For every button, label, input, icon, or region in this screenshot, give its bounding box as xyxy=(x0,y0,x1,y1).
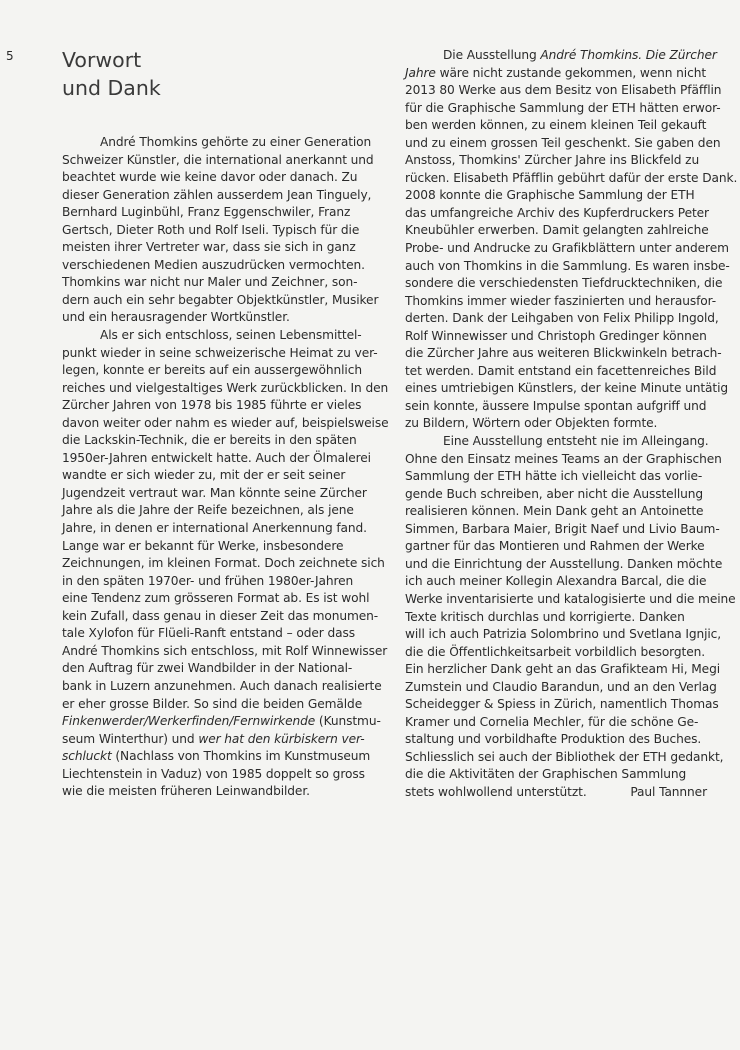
right-paragraphs xyxy=(405,82,738,801)
left-paragraphs xyxy=(62,134,389,713)
right-text-column xyxy=(405,47,738,802)
text-line: und die Einrichtung der Ausstellung. Danken möchte xyxy=(405,556,723,571)
author-signature: Paul Tannner xyxy=(630,784,707,799)
text-line: staltung und vorbildhafte Produktion des Buches. xyxy=(405,732,702,747)
text-line: ich auch meiner Kollegin Alexandra Barcal, die die xyxy=(405,574,707,589)
text-line: Schliesslich sei auch der Bibliothek der ETH gedankt, xyxy=(405,749,724,764)
text-line: Als er sich entschloss, seinen Lebensmittel- xyxy=(100,328,362,343)
title-line-2: und Dank xyxy=(62,76,161,100)
text-line: zu Bildern, Wörtern oder Objekten formte. xyxy=(405,416,658,431)
text-line: wandte er sich wieder zu, mit der er seit seiner xyxy=(62,468,346,483)
italic-title: Finkenwerder/Werkerfinden/Fernwirkende xyxy=(62,714,316,729)
text-line: tale Xylofon für Flüeli-Ranft entstand – oder dass xyxy=(62,626,355,641)
text-line xyxy=(62,731,380,749)
text-line: Thomkins immer wieder faszinierten und herausfor- xyxy=(405,293,717,308)
text-line: wie die meisten früheren Leinwandbilder. xyxy=(62,784,310,799)
text-line: reiches und vielgestaltiges Werk zurückblicken. In den xyxy=(62,380,389,395)
text-line: beachtet wurde wie keine davor oder danach. Zu xyxy=(62,170,358,185)
text-line: Texte kritisch durchlas und korrigierte. Danken xyxy=(405,609,685,624)
text-line: die die Öffentlichkeitsarbeit vorbildlich besorgten. xyxy=(405,644,705,659)
text-line: Gertsch, Dieter Roth und Rolf Iseli. Typisch für die xyxy=(62,222,360,237)
text-fragment: Die Ausstellung xyxy=(443,48,541,62)
text-line: Jugendzeit vertraut war. Man könnte seine Zürcher xyxy=(62,485,367,500)
italic-title: Jahre xyxy=(405,65,436,80)
text-line: bank in Luzern anzunehmen. Auch danach realisierte xyxy=(62,678,382,693)
text-line: Werke inventarisierte und katalogisierte und die meine xyxy=(405,591,736,606)
text-line: Zeichnungen, im kleinen Format. Doch zeichnete sich xyxy=(62,556,385,571)
text-line: dern auch ein sehr begabter Objektkünstler, Musiker xyxy=(62,292,379,307)
text-line xyxy=(62,713,380,731)
text-line: eines umtriebigen Künstlers, der keine Minute untätig xyxy=(405,381,729,396)
text-line: auch von Thomkins in die Sammlung. Es waren insbe- xyxy=(405,258,730,273)
text-line: Bernhard Luginbühl, Franz Eggenschwiler, Franz xyxy=(62,205,351,220)
text-line: André Thomkins gehörte zu einer Generation xyxy=(100,135,372,149)
text-line: 2013 80 Werke aus dem Besitz von Elisabeth Pfäfflin xyxy=(405,83,722,98)
text-line: eine Tendenz zum grösseren Format ab. Es ist wohl xyxy=(62,591,370,606)
text-line: punkt wieder in seine schweizerische Heimat zu ver- xyxy=(62,345,378,360)
text-line: davon weiter oder nahm es wieder auf, beispielsweise xyxy=(62,415,389,430)
page-number: 5 xyxy=(6,49,14,63)
text-line: Rolf Winnewisser und Christoph Gredinger können xyxy=(405,328,707,343)
left-text-column xyxy=(62,134,389,801)
text-line: André Thomkins sich entschloss, mit Rolf Winnewisser xyxy=(62,643,388,658)
italic-title: schluckt xyxy=(62,749,112,764)
text-line: Thomkins war nicht nur Maler und Zeichner, son- xyxy=(62,275,358,290)
text-line: und ein herausragender Wortkünstler. xyxy=(62,310,290,325)
text-line: Anstoss, Thomkins' Zürcher Jahre ins Blickfeld zu xyxy=(405,153,700,168)
text-line: verschiedenen Medien auszudrücken vermochten. xyxy=(62,257,365,272)
text-line: die die Aktivitäten der Graphischen Sammlung xyxy=(405,767,687,782)
text-fragment: (Nachlass von Thomkins im Kunstmuseum xyxy=(111,749,371,764)
text-line: Ohne den Einsatz meines Teams an der Graphischen xyxy=(405,451,722,466)
text-line xyxy=(405,47,725,65)
text-fragment: wäre nicht zustande gekommen, wenn nicht xyxy=(435,65,706,80)
text-line xyxy=(62,748,380,766)
text-line: Liechtenstein in Vaduz) von 1985 doppelt so gross xyxy=(62,766,365,781)
text-line: Zumstein und Claudio Barandun, und an den Verlag xyxy=(405,679,717,694)
text-line: 2008 konnte die Graphische Sammlung der ETH xyxy=(405,188,695,203)
text-line: Jahre als die Jahre der Reife bezeichnen, als jene xyxy=(62,503,354,518)
text-line: das umfangreiche Archiv des Kupferdruckers Peter xyxy=(405,205,709,220)
text-line: will ich auch Patrizia Solombrino und Svetlana Ignjic, xyxy=(405,627,722,642)
text-line: Probe- und Andrucke zu Grafikblättern unter anderem xyxy=(405,241,729,256)
text-line: rücken. Elisabeth Pfäfflin gebührt dafür der erste Dank. xyxy=(405,170,738,185)
text-line: in den späten 1970er- und frühen 1980er-Jahren xyxy=(62,573,354,588)
text-line: kein Zufall, dass genau in dieser Zeit das monumen- xyxy=(62,608,379,623)
text-line: Eine Ausstellung entsteht nie im Alleingang. xyxy=(443,434,709,449)
text-line: gartner für das Montieren und Rahmen der Werke xyxy=(405,539,705,554)
text-line: meisten ihrer Vertreter war, dass sie sich in ganz xyxy=(62,240,356,255)
text-line: Sammlung der ETH hätte ich vielleicht das vorlie- xyxy=(405,469,703,484)
text-line: sondere die verschiedensten Tiefdrucktechniken, die xyxy=(405,276,723,291)
text-line: Kneubühler erwerben. Damit gelangten zahlreiche xyxy=(405,223,709,238)
text-line: 1950er-Jahren entwickelt hatte. Auch der Ölmalerei xyxy=(62,450,371,465)
page-title xyxy=(62,46,161,102)
text-line: Simmen, Barbara Maier, Brigit Naef und Livio Baum- xyxy=(405,521,720,536)
text-line: Kramer und Cornelia Mechler, für die schöne Ge- xyxy=(405,714,699,729)
text-line: tet werden. Damit entstand ein facettenreiches Bild xyxy=(405,363,717,378)
text-line: für die Graphische Sammlung der ETH hätten erwor- xyxy=(405,100,721,115)
text-line: legen, konnte er bereits auf ein aussergewöhnlich xyxy=(62,363,362,378)
text-line: ben werden können, zu einem kleinen Teil gekauft xyxy=(405,118,707,133)
text-line: Scheidegger & Spiess in Zürich, namentlich Thomas xyxy=(405,697,719,712)
text-line: sein konnte, äussere Impulse spontan aufgriff und xyxy=(405,398,707,413)
text-line: stets wohlwollend unterstützt. Paul Tannner xyxy=(405,784,725,802)
text-line: Jahre, in denen er international Anerkennung fand. xyxy=(62,521,367,536)
italic-title: wer hat den kürbiskern ver- xyxy=(198,731,365,746)
text-line: Lange war er bekannt für Werke, insbesondere xyxy=(62,538,344,553)
text-line: dieser Generation zählen ausserdem Jean Tinguely, xyxy=(62,187,372,202)
text-line: er eher grosse Bilder. So sind die beiden Gemälde xyxy=(62,696,363,711)
text-line: und zu einem grossen Teil geschenkt. Sie gaben den xyxy=(405,135,721,150)
text-line xyxy=(405,65,725,83)
text-line: den Auftrag für zwei Wandbilder in der National- xyxy=(62,661,353,676)
italic-title: André Thomkins. Die Zürcher xyxy=(540,48,717,62)
text-line: gende Buch schreiben, aber nicht die Ausstellung xyxy=(405,486,704,501)
text-line: derten. Dank der Leihgaben von Felix Philipp Ingold, xyxy=(405,311,719,326)
text-line: Schweizer Künstler, die international anerkannt und xyxy=(62,152,374,167)
text-line: realisieren können. Mein Dank geht an Antoinette xyxy=(405,504,704,519)
text-fragment: seum Winterthur) und xyxy=(62,731,199,746)
text-line: Zürcher Jahren von 1978 bis 1985 führte er vieles xyxy=(62,398,362,413)
title-line-1: Vorwort xyxy=(62,48,142,72)
text-line: die Lackskin-Technik, die er bereits in den späten xyxy=(62,433,357,448)
text-fragment: (Kunstmu- xyxy=(315,714,381,729)
text-line: die Zürcher Jahre aus weiteren Blickwinkeln betrach- xyxy=(405,346,722,361)
text-line: Ein herzlicher Dank geht an das Grafikteam Hi, Megi xyxy=(405,662,720,677)
